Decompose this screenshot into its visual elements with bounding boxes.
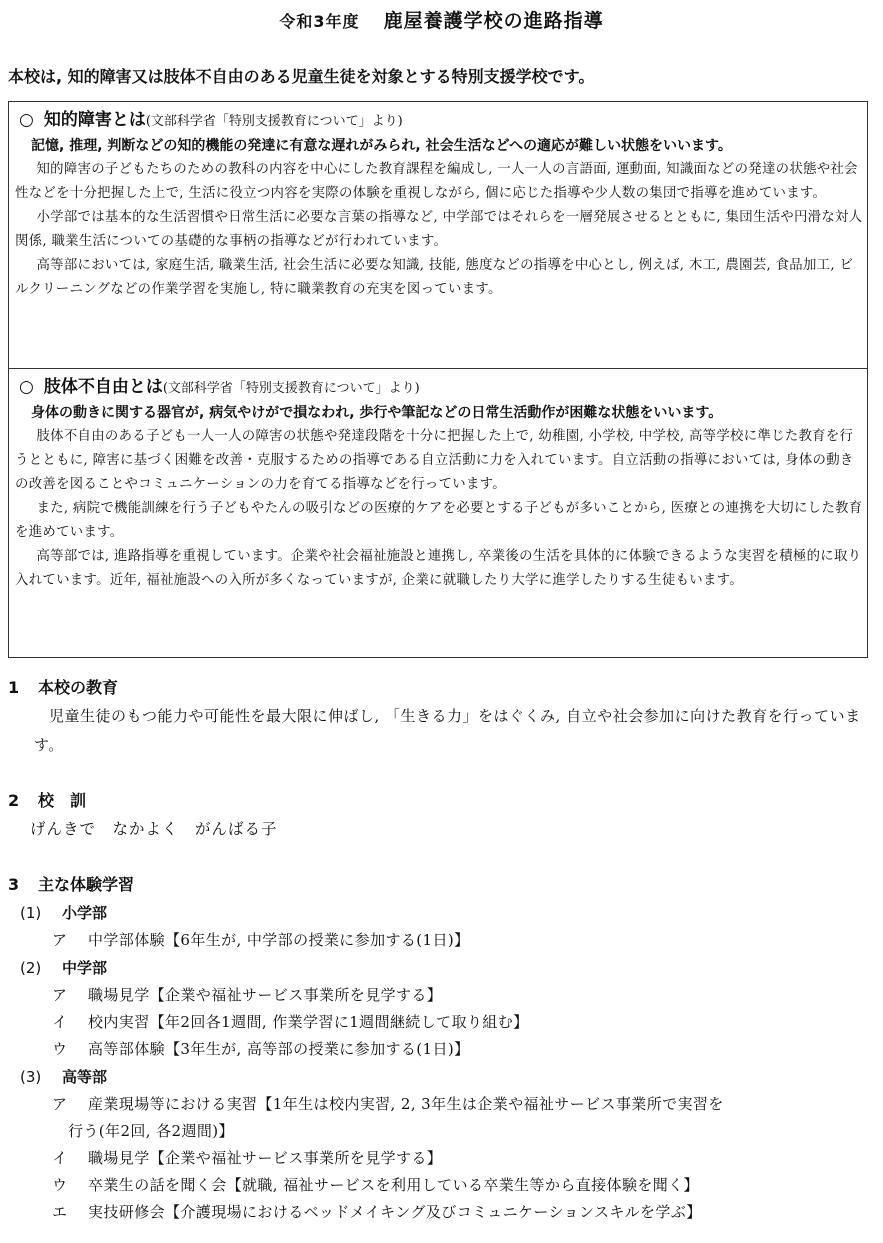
title-main: 鹿屋養護学校の進路指導 (383, 10, 604, 32)
list-item (8, 982, 878, 1009)
circle-mark: ○ (19, 377, 34, 397)
item-key: イ (52, 1013, 68, 1031)
item-key: イ (52, 1149, 68, 1167)
item-text: 校内実習【年2回各1週間, 作業学習に1週間継続して取り組む】 (88, 1013, 529, 1031)
item-text: 実技研修会【介護現場におけるベッドメイキング及びコミュニケーションスキルを学ぶ】 (88, 1203, 702, 1221)
intro-text: 本校は, 知的障害又は肢体不自由のある児童生徒を対象とする特別支援学校です。 (8, 67, 595, 86)
school-motto: げんきで なかよく がんばる子 (30, 820, 278, 838)
box-source: (文部科学省「特別支援教育について」より) (145, 114, 403, 129)
section-title (8, 871, 878, 899)
section-title-text: 主な体験学習 (38, 875, 135, 894)
list-item (8, 1145, 878, 1172)
box-definition: 記憶, 推理, 判断などの知的機能の発達に有意な遅れがみられ, 社会生活などへの適応が難しい状態をいいます。 (31, 138, 732, 154)
list-item (8, 1172, 878, 1199)
item-key: ウ (52, 1040, 68, 1058)
item-key: ア (52, 931, 68, 949)
item-text: 中学部体験【6年生が, 中学部の授業に参加する(1日)】 (88, 931, 470, 949)
section-experience (8, 871, 878, 1226)
section-title-text: 本校の教育 (38, 678, 119, 697)
item-text: 職場見学【企業や福祉サービス事業所を見学する】 (88, 986, 443, 1004)
box-paragraph: 知的障害の子どもたちのための教科の内容を中心にした教育課程を編成し, 一人一人の言語面, 運動面, 知識面などの発達の状態や社会性などを十分把握した上で, 生活に役立つ内容を実際の体験を重視しながら, 個に応じた指導や少人数の集団で指導を進めています。 (15, 162, 858, 201)
subsection-title-text: 高等部 (62, 1068, 108, 1086)
section-title (8, 787, 878, 815)
section-motto (8, 787, 878, 843)
section-number: 3 (8, 875, 20, 894)
box-definition: 身体の動きに関する器官が, 病気やけがで損なわれ, 歩行や筆記などの日常生活動作が困難な状態をいいます。 (31, 405, 723, 421)
subsection-title (8, 899, 878, 927)
subsection-number: (3) (20, 1068, 42, 1086)
item-text-continued: 行う(年2回, 各2週間)】 (68, 1122, 234, 1140)
section-body: 児童生徒のもつ能力や可能性を最大限に伸ばし, 「生きる力」をはぐくみ, 自立や社会参加に向けた教育を行っています。 (34, 707, 861, 754)
subsection-title (8, 1063, 878, 1091)
item-key: ア (52, 986, 68, 1004)
box-term: 肢体不自由とは (43, 377, 163, 397)
list-item (8, 927, 878, 954)
subsection-title (8, 954, 878, 982)
subsection-title-text: 中学部 (62, 959, 108, 977)
subsection-number: (2) (20, 959, 42, 977)
intellectual-disability-box (8, 101, 868, 369)
section-title-text: 校 訓 (38, 791, 87, 810)
item-text: 産業現場等における実習【1年生は校内実習, 2, 3年生は企業や福祉サービス事業所で実習を (88, 1095, 724, 1113)
subsection-number: (1) (20, 904, 42, 922)
section-title (8, 674, 878, 702)
item-text: 卒業生の話を聞く会【就職, 福祉サービスを利用している卒業生等から直接体験を聞く】 (88, 1176, 699, 1194)
box-term: 知的障害とは (43, 110, 146, 130)
item-key: ウ (52, 1176, 68, 1194)
title-year: 令和3年度 (279, 12, 360, 31)
list-item (8, 1036, 878, 1063)
section-education (8, 674, 878, 760)
item-text: 職場見学【企業や福祉サービス事業所を見学する】 (88, 1149, 443, 1167)
box-paragraph: 小学部では基本的な生活習慣や日常生活に必要な言葉の指導など, 中学部ではそれらを一層発展させるとともに, 集団生活や円滑な対人関係, 職業生活についての基礎的な事柄の指導などが行われています。 (15, 210, 863, 249)
box-paragraph: 高等部では, 進路指導を重視しています。企業や社会福祉施設と連携し, 卒業後の生活を具体的に体験できるような実習を積極的に取り入れています。近年, 福祉施設への入所が多くなっていますが, 企業に就職したり大学に進学したりする生徒もいます。 (15, 549, 862, 588)
section-number: 2 (8, 791, 20, 810)
list-item (8, 1091, 878, 1145)
list-item (8, 1009, 878, 1036)
box-heading (19, 106, 867, 134)
list-item (8, 1199, 878, 1226)
item-text: 高等部体験【3年生が, 高等部の授業に参加する(1日)】 (88, 1040, 470, 1058)
box-paragraph: 肢体不自由のある子ども一人一人の障害の状態や発達段階を十分に把握した上で, 幼稚園, 小学校, 中学校, 高等学校に準じた教育を行うとともに, 障害に基づく困難を改善・克服するための指導である自立活動に力を入れています。自立活動の指導においては, 身体の動きの改善を図ることやコミュニケーションの力を育てる指導などを行っています。 (15, 429, 854, 492)
item-key: エ (52, 1203, 68, 1221)
box-source: (文部科学省「特別支援教育について」より) (162, 381, 420, 396)
box-paragraph: また, 病院で機能訓練を行う子どもやたんの吸引などの医療的ケアを必要とする子どもが多いことから, 医療との連携を大切にした教育を進めています。 (15, 501, 863, 540)
box-paragraph: 高等部においては, 家庭生活, 職業生活, 社会生活に必要な知識, 技能, 態度などの指導を中心とし, 例えば, 木工, 農園芸, 食品加工, ビルクリーニングなどの作業学習を実施し, 特に職業教育の充実を図っています。 (15, 258, 854, 297)
subsection-title-text: 小学部 (62, 904, 108, 922)
circle-mark: ○ (19, 110, 34, 130)
page-title (0, 6, 883, 33)
physical-disability-box (8, 368, 868, 658)
section-number: 1 (8, 678, 20, 697)
item-key: ア (52, 1095, 68, 1113)
box-heading (19, 373, 867, 401)
